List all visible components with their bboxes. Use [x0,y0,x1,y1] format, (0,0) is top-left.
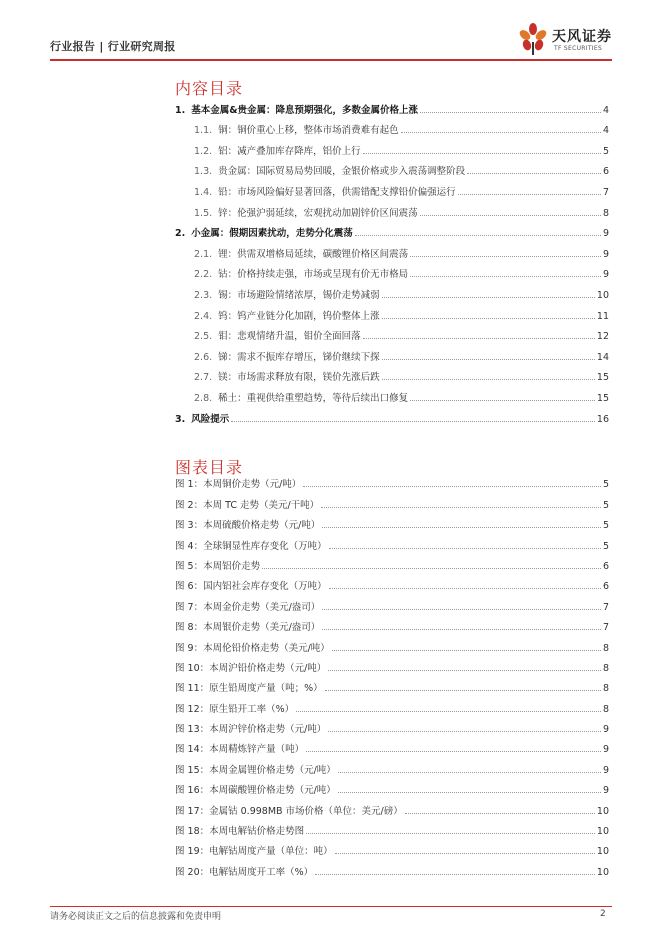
toc-entry-title: 铝：减产叠加库存降库，铝价上行 [218,145,361,157]
figures-entry[interactable] [175,715,609,735]
figures-entry-title: 图 8：本周银价走势（美元/盎司） [175,622,321,634]
figures-entry-page: 5 [602,499,609,511]
figures-entry[interactable] [175,490,609,510]
figures-entry[interactable] [175,776,609,796]
dot-leader [405,812,595,814]
company-logo [518,22,618,58]
toc-entry-page: 7 [602,186,609,198]
figures-entry-page: 7 [602,622,609,634]
toc-entry-title: 锑：需求不振库存增压，锑价继续下探 [218,351,380,363]
figures-entry-title: 图 4：全球铜显性库存变化（万吨） [175,540,327,552]
toc-entry-title: 基本金属&贵金属：降息预期强化，多数金属价格上涨 [191,104,419,116]
toc-entry-number: 1. [175,104,186,116]
figures-entry[interactable] [175,633,609,653]
toc-entry[interactable] [175,322,609,343]
toc-entry[interactable] [175,280,609,301]
report-type-label: 行业报告 | 行业研究周报 [50,40,176,53]
figures-entry[interactable] [175,511,609,531]
toc-entry-number: 1.4. [194,186,213,198]
dot-leader [420,214,601,216]
figures-entry[interactable] [175,654,609,674]
dot-leader [363,152,601,154]
figures-entry-title: 图 18：本周电解钴价格走势图 [175,826,305,838]
toc-entry-page: 9 [602,248,609,260]
figures-entry[interactable] [175,552,609,572]
toc-entry-page: 5 [602,145,609,157]
figures-entry-title: 图 7：本周金价走势（美元/盎司） [175,601,321,613]
toc-entry-page: 4 [602,125,609,137]
toc-entry-title: 锌：伦强沪弱延续，宏观扰动加剧锌价区间震荡 [218,207,418,219]
figures-entry[interactable] [175,613,609,633]
toc-entry[interactable] [175,136,609,157]
dot-leader [338,771,601,773]
dot-leader [420,111,601,113]
toc-entry[interactable] [175,116,609,137]
dot-leader [296,710,601,712]
toc-entry[interactable] [175,157,609,178]
toc-entry-page: 12 [596,331,609,343]
figures-entry[interactable] [175,674,609,694]
toc-entry[interactable] [175,404,609,425]
toc-entry-number: 2.7. [194,372,213,384]
dot-leader [328,730,601,732]
figures-entry-page: 10 [596,846,609,858]
toc-entry-page: 9 [602,228,609,240]
toc-entry-title: 镁：市场需求释放有限，镁价先涨后跌 [218,372,380,384]
dot-leader [338,791,601,793]
toc-entry-page: 14 [596,351,609,363]
dot-leader [231,420,595,422]
figures-entry-title: 图 16：本周碳酸锂价格走势（元/吨） [175,785,336,797]
footer-divider [50,906,612,907]
figures-entry[interactable] [175,572,609,592]
dot-leader [306,750,601,752]
figures-entry[interactable] [175,796,609,816]
dot-leader [382,296,595,298]
toc-entry-title: 锂：供需双增格局延续，碳酸锂价格区间震荡 [218,248,409,260]
figures-entry-page: 9 [602,724,609,736]
toc-entry-page: 15 [596,372,609,384]
dot-leader [328,669,601,671]
toc-entry-number: 2.3. [194,289,213,301]
figure-list [175,470,609,878]
toc-entry-title: 钨：钨产业链分化加剧，钨价整体上涨 [218,310,380,322]
figures-entry-title: 图 15：本周金属锂价格走势（元/吨） [175,764,336,776]
dot-leader [322,628,601,630]
toc-entry[interactable] [175,219,609,240]
toc-entry-page: 16 [596,413,609,425]
toc-title: 内容目录 [175,79,244,98]
toc-entry[interactable] [175,260,609,281]
figures-entry-page: 6 [602,560,609,572]
toc-entry-number: 2.8. [194,392,213,404]
figures-entry-title: 图 14：本周精炼锌产量（吨） [175,744,305,756]
dot-leader [303,485,601,487]
toc-entry[interactable] [175,239,609,260]
dot-leader [329,587,601,589]
toc-entry-title: 铅：市场风险偏好显著回落，供需错配支撑铅价偏强运行 [218,186,456,198]
toc-entry-page: 4 [602,104,609,116]
figures-entry-title: 图 6：国内铝社会库存变化（万吨） [175,581,327,593]
dot-leader [325,689,601,691]
figures-entry-title: 图 17：金属钴 0.998MB 市场价格（单位：美元/磅） [175,805,403,817]
toc-entry-page: 8 [602,207,609,219]
figures-entry-title: 图 5：本周铝价走势 [175,560,261,572]
figures-entry-title: 图 10：本周沪铅价格走势（元/吨） [175,662,327,674]
toc-entry-number: 1.2. [194,145,213,157]
toc-entry[interactable] [175,198,609,219]
dot-leader [382,378,595,380]
figures-entry-page: 10 [596,866,609,878]
figures-entry-page: 5 [602,540,609,552]
toc-entry[interactable] [175,177,609,198]
dot-leader [321,506,601,508]
dot-leader [401,131,601,133]
figures-entry-page: 9 [602,744,609,756]
figures-entry-page: 8 [602,703,609,715]
dot-leader [363,337,595,339]
footer-disclaimer: 请务必阅读正文之后的信息披露和免责申明 [50,912,222,922]
page-number: 2 [600,909,606,919]
figures-entry[interactable] [175,531,609,551]
dot-leader [262,567,601,569]
toc-entry[interactable] [175,95,609,116]
toc-entry-page: 10 [596,289,609,301]
figures-entry-page: 5 [602,479,609,491]
toc-entry-title: 贵金属：国际贸易局势回暖，金银价格或步入震荡调整阶段 [218,166,466,178]
figures-entry-page: 8 [602,642,609,654]
toc-entry-number: 1.5. [194,207,213,219]
toc-entry-title: 铜：铜价重心上移，整体市场消费难有起色 [218,125,399,137]
dot-leader [410,275,601,277]
dot-leader [458,193,601,195]
toc-entry[interactable] [175,342,609,363]
header-divider [50,59,612,61]
dot-leader [410,399,595,401]
figures-entry-title: 图 20：电解钴周度开工率（%） [175,866,314,878]
figures-entry-title: 图 1：本周铜价走势（元/吨） [175,479,302,491]
toc-entry[interactable] [175,383,609,404]
figures-entry-title: 图 11：原生铅周度产量（吨；%） [175,683,323,695]
figures-entry-page: 8 [602,662,609,674]
figures-entry-title: 图 13：本周沪锌价格走势（元/吨） [175,724,327,736]
toc-entry-page: 9 [602,269,609,281]
dot-leader [322,608,601,610]
dot-leader [382,358,595,360]
dot-leader [332,649,601,651]
toc-entry-number: 2.4. [194,310,213,322]
toc-entry-number: 2.6. [194,351,213,363]
dot-leader [306,832,595,834]
figures-entry-title: 图 12：原生铅开工率（%） [175,703,295,715]
dot-leader [355,234,601,236]
figures-entry-title: 图 19：电解钴周度产量（单位：吨） [175,846,333,858]
toc-entry-number: 1.3. [194,166,213,178]
figures-entry-page: 6 [602,581,609,593]
figures-entry[interactable] [175,735,609,755]
toc-entry-title: 风险提示 [191,413,230,425]
figure-list-title: 图表目录 [175,458,244,477]
toc-entry-title: 钼：悲观情绪升温，钼价全面回落 [218,331,361,343]
toc-entry-page: 15 [596,392,609,404]
toc-entry-number: 3. [175,413,186,425]
dot-leader [467,172,601,174]
figures-entry-title: 图 2：本周 TC 走势（美元/干吨） [175,499,320,511]
dot-leader [322,526,601,528]
figures-entry-title: 图 3：本周硫酸价格走势（元/吨） [175,520,321,532]
figures-entry[interactable] [175,857,609,877]
figures-entry-page: 10 [596,826,609,838]
dot-leader [335,852,595,854]
toc-entry-title: 锡：市场避险情绪浓厚，锡价走势减弱 [218,289,380,301]
logo-chinese-name: 天风证券 [552,29,612,45]
figures-entry-title: 图 9：本周伦铅价格走势（美元/吨） [175,642,330,654]
dot-leader [315,873,595,875]
toc-entry-number: 1.1. [194,125,213,137]
figures-entry-page: 10 [596,805,609,817]
logo-english-name: TF SECURITIES [554,45,603,52]
figures-entry[interactable] [175,817,609,837]
figures-entry[interactable] [175,470,609,490]
toc-entry-title: 稀土：重视供给重塑趋势，等待后续出口修复 [218,392,409,404]
toc-entry-page: 6 [602,166,609,178]
dot-leader [410,255,601,257]
figures-entry[interactable] [175,592,609,612]
toc-entry-number: 2.1. [194,248,213,260]
figures-entry-page: 9 [602,764,609,776]
toc-entry-title: 钴：价格持续走强，市场或呈现有价无市格局 [218,269,409,281]
dot-leader [382,317,595,319]
toc-entry[interactable] [175,363,609,384]
figures-entry[interactable] [175,837,609,857]
figures-entry[interactable] [175,755,609,775]
figures-entry-page: 7 [602,601,609,613]
dot-leader [329,547,601,549]
logo-flower-icon [518,22,548,56]
figures-entry-page: 8 [602,683,609,695]
toc-list [175,95,609,425]
toc-entry-title: 小金属：假期因素扰动，走势分化震荡 [191,228,353,240]
figures-entry-page: 9 [602,785,609,797]
toc-entry-page: 11 [596,310,609,322]
toc-entry[interactable] [175,301,609,322]
figures-entry-page: 5 [602,520,609,532]
toc-entry-number: 2.2. [194,269,213,281]
toc-entry-number: 2.5. [194,331,213,343]
toc-entry-number: 2. [175,228,186,240]
figures-entry[interactable] [175,694,609,714]
